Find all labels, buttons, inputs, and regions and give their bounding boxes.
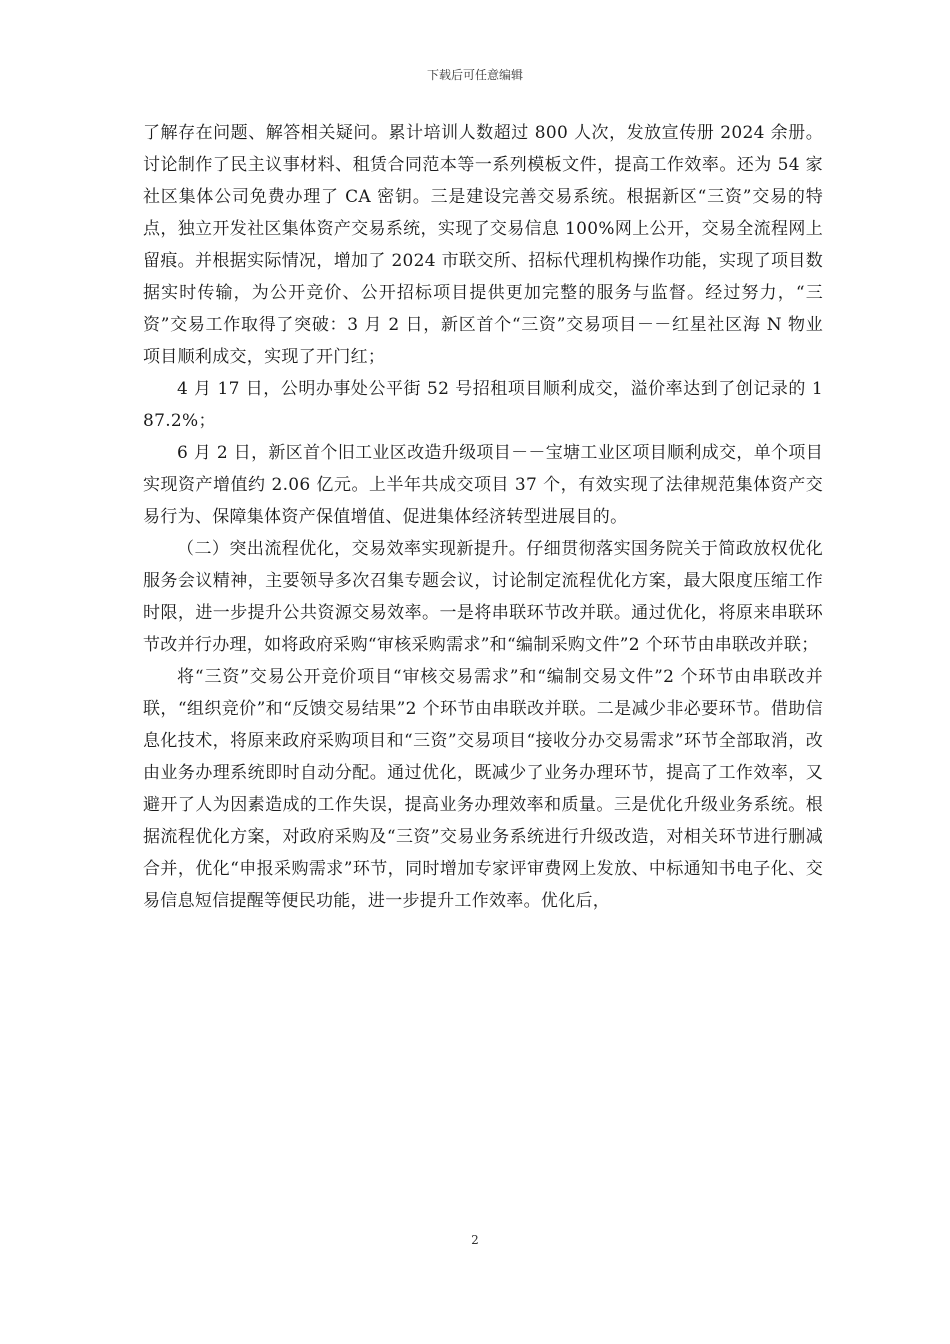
- paragraph-2: 4 月 17 日，公明办事处公平街 52 号招租项目顺利成交，溢价率达到了创记录的 187.2%；: [143, 379, 823, 431]
- paragraph-4: （二）突出流程优化，交易效率实现新提升。仔细贯彻落实国务院关于简政放权优化服务会议精神，主要领导多次召集专题会议，讨论制定流程优化方案，最大限度压缩工作时限，进一步提升公共资源交易效率。一是将串联环节改并联。通过优化，将原来串联环节改并行办理，如将政府采购“审核采购需求”和“编制采购文件”2 个环节由串联改并联；: [143, 539, 823, 655]
- paragraph-1: 了解存在问题、解答相关疑问。累计培训人数超过 800 人次，发放宣传册 2024 余册。讨论制作了民主议事材料、租赁合同范本等一系列模板文件，提高工作效率。还为 54 家社区集体公司免费办理了 CA 密钥。三是建设完善交易系统。根据新区“三资”交易的特点，独立开发社区集体资产交易系统，实现了交易信息 100%网上公开，交易全流程网上留痕。并根据实际情况，增加了 2024 市联交所、招标代理机构操作功能，实现了项目数据实时传输，为公开竞价、公开招标项目提供更加完整的服务与监督。经过努力，“三资”交易工作取得了突破：3 月 2 日，新区首个“三资”交易项目－－红星社区海 N 物业项目顺利成交，实现了开门红；: [143, 123, 823, 367]
- document-body: [143, 117, 823, 917]
- page-header: 下载后可任意编辑: [426, 68, 523, 82]
- paragraph-3: 6 月 2 日，新区首个旧工业区改造升级项目－－宝塘工业区项目顺利成交，单个项目实现资产增值约 2.06 亿元。上半年共成交项目 37 个，有效实现了法律规范集体资产交易行为、保障集体资产保值增值、促进集体经济转型进展目的。: [143, 443, 823, 527]
- paragraph-5: 将“三资”交易公开竞价项目“审核交易需求”和“编制交易文件”2 个环节由串联改并联，“组织竞价”和“反馈交易结果”2 个环节由串联改并联。二是减少非必要环节。借助信息化技术，将原来政府采购项目和“三资”交易项目“接收分办交易需求”环节全部取消，改由业务办理系统即时自动分配。通过优化，既减少了业务办理环节，提高了工作效率，又避开了人为因素造成的工作失误，提高业务办理效率和质量。三是优化升级业务系统。根据流程优化方案，对政府采购及“三资”交易业务系统进行升级改造，对相关环节进行删减合并，优化“申报采购需求”环节，同时增加专家评审费网上发放、中标通知书电子化、交易信息短信提醒等便民功能，进一步提升工作效率。优化后，: [143, 667, 823, 911]
- page-number: 2: [471, 1233, 479, 1247]
